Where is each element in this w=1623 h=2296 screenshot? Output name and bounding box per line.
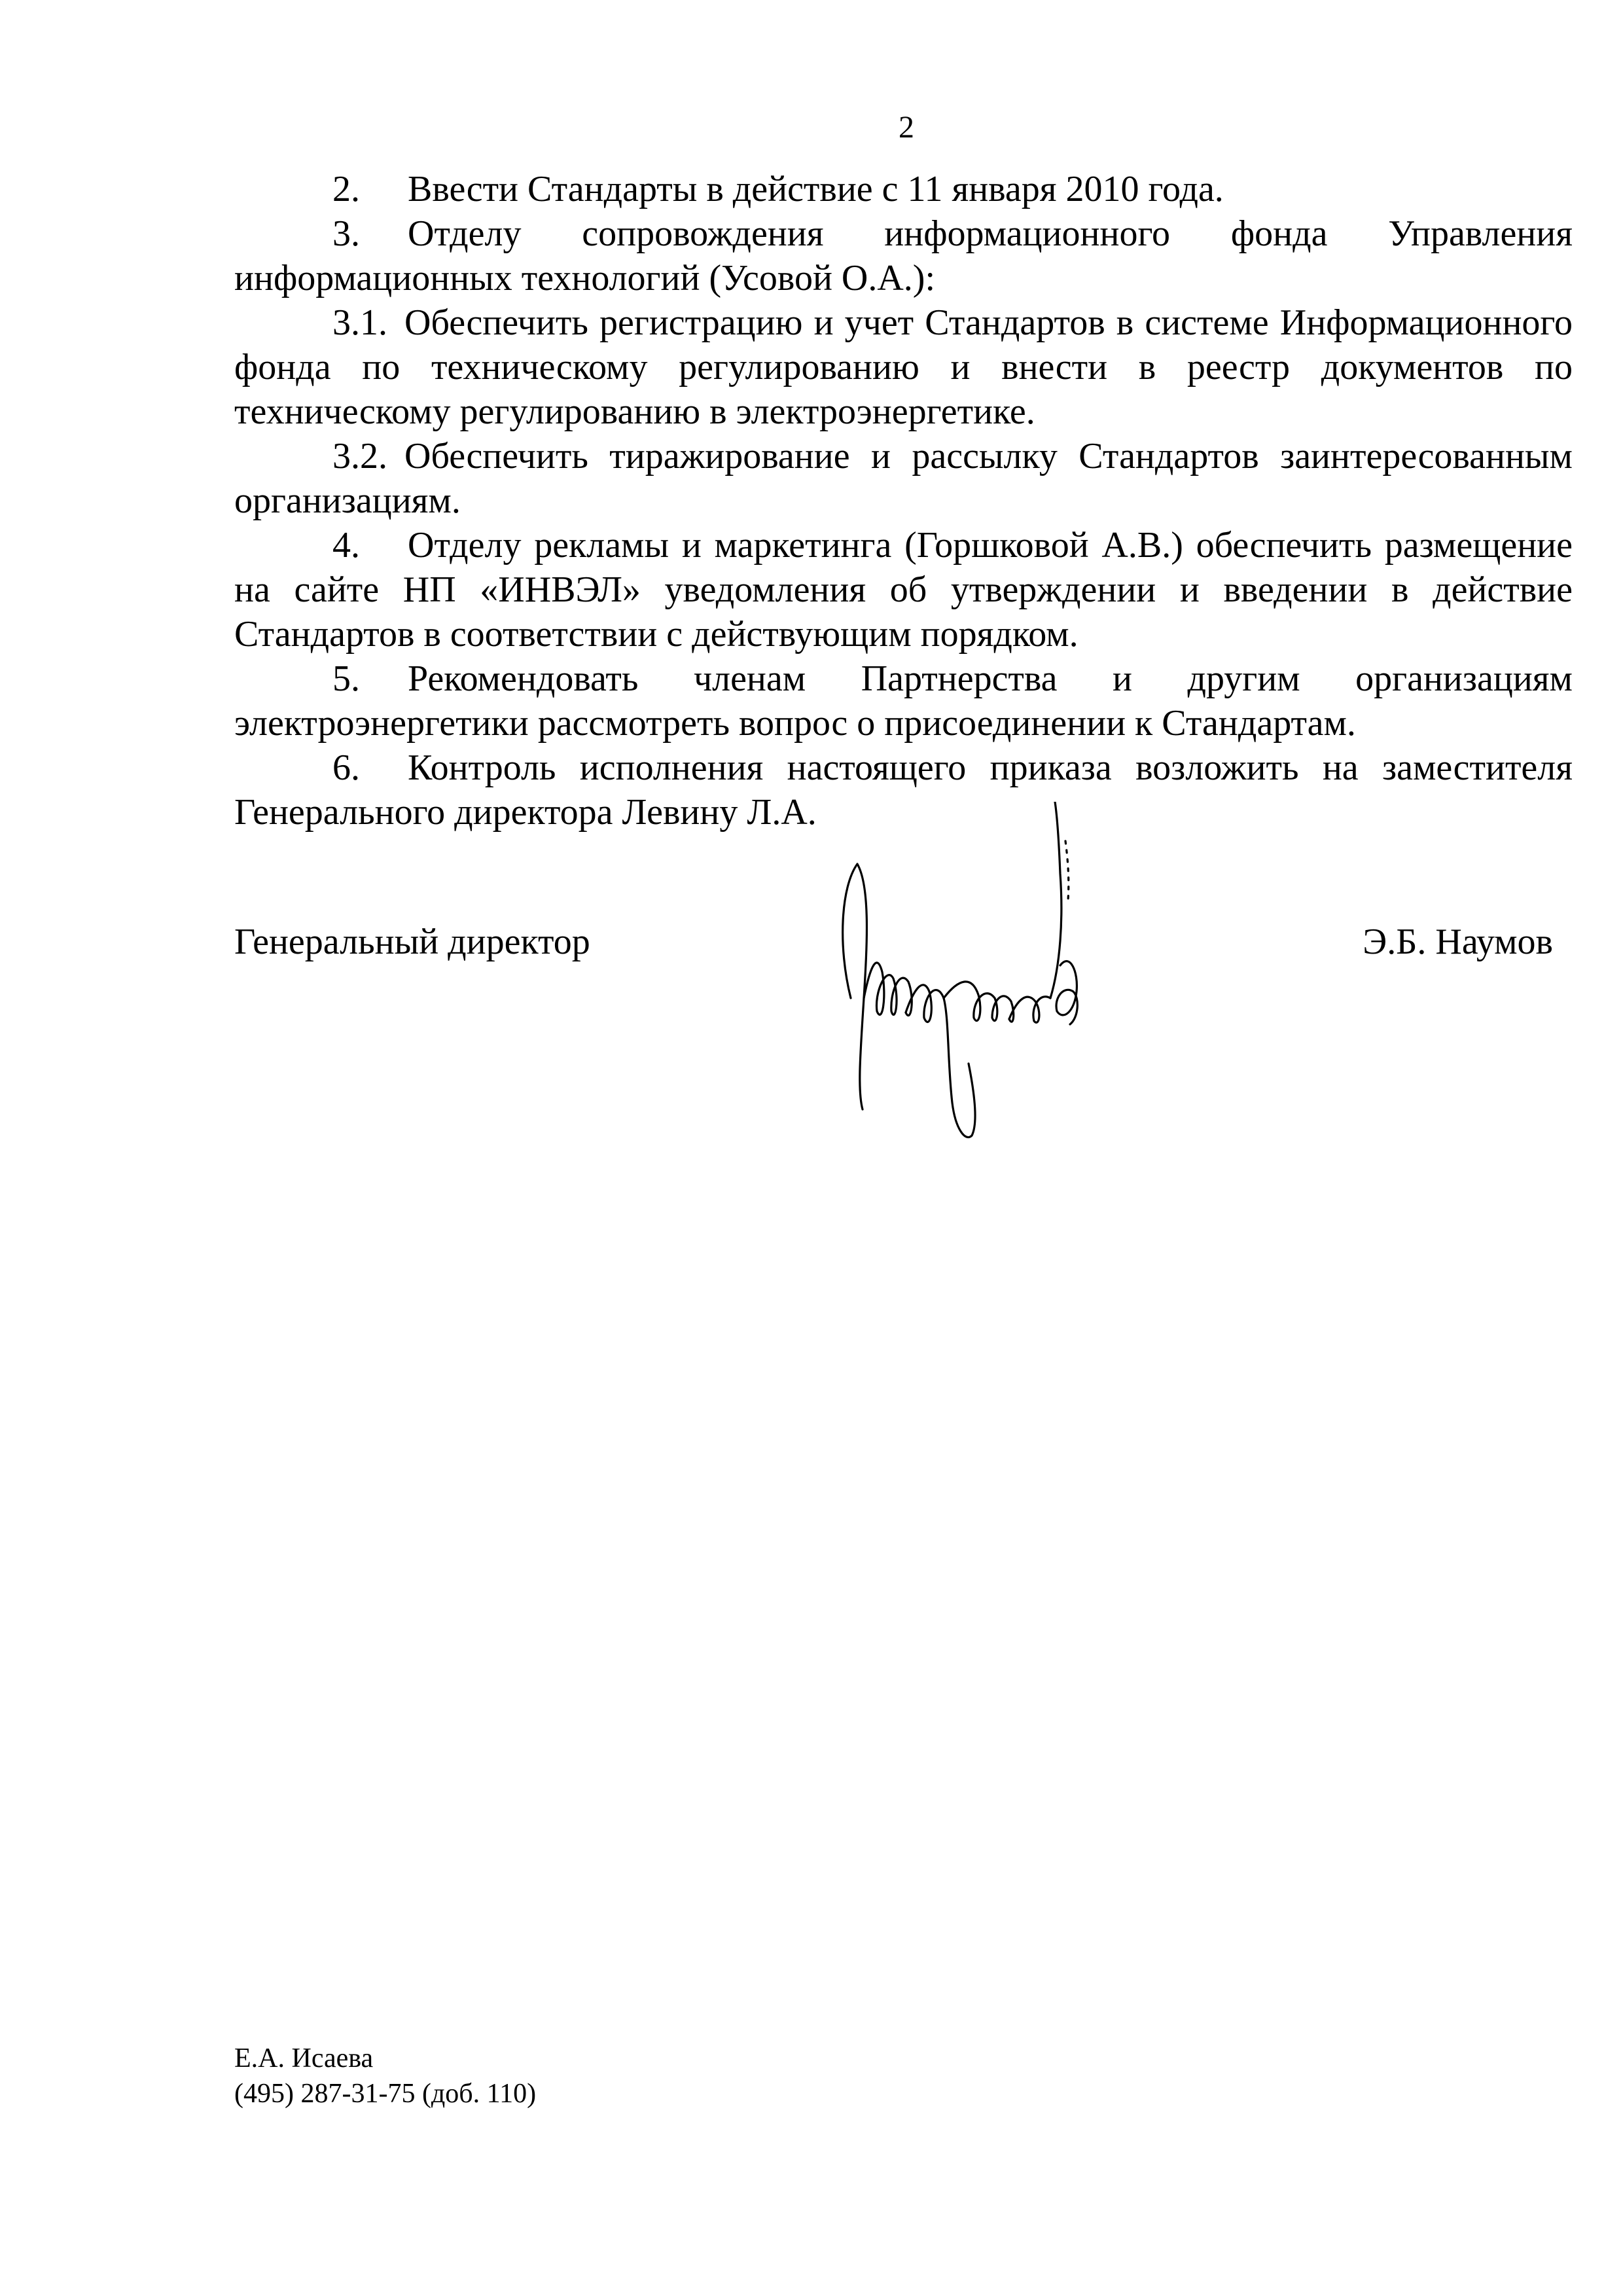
paragraph-2 bbox=[234, 167, 1573, 211]
paragraph-number: 2. bbox=[332, 169, 360, 209]
paragraph-3-2 bbox=[234, 434, 1573, 523]
paragraph-text: Ввести Стандарты в действие с 11 января 2010 года. bbox=[408, 169, 1224, 209]
paragraph-number: 4. bbox=[332, 525, 360, 565]
page-number: 2 bbox=[899, 110, 914, 145]
paragraph-5 bbox=[234, 656, 1573, 745]
paragraph-text: Отделу сопровождения информационного фонда Управления информационных технологий (Усовой О.А.): bbox=[234, 213, 1573, 298]
paragraph-number: 3.2. bbox=[332, 436, 387, 476]
executor-info bbox=[234, 2041, 536, 2111]
paragraph-number: 3. bbox=[332, 213, 360, 254]
executor-phone: (495) 287-31-75 (доб. 110) bbox=[234, 2079, 537, 2109]
paragraph-3-1 bbox=[234, 300, 1573, 434]
paragraph-number: 3.1. bbox=[332, 302, 387, 343]
paragraph-text: Рекомендовать членам Партнерства и другим организациям электроэнергетики рассмотреть вопрос о присоединении к Стандартам. bbox=[234, 658, 1573, 744]
paragraph-number: 5. bbox=[332, 658, 360, 699]
paragraph-text: Обеспечить тиражирование и рассылку Стандартов заинтересованным организациям. bbox=[234, 436, 1573, 521]
executor-name: Е.А. Исаева bbox=[234, 2043, 374, 2073]
signature-block bbox=[234, 920, 1573, 972]
order-body bbox=[234, 167, 1573, 834]
paragraph-text: Контроль исполнения настоящего приказа возложить на заместителя Генерального директора Левину Л.А. bbox=[234, 747, 1573, 833]
paragraph-4 bbox=[234, 523, 1573, 656]
paragraph-number: 6. bbox=[332, 747, 360, 788]
handwritten-signature bbox=[831, 802, 1132, 1155]
signatory-title: Генеральный директор bbox=[234, 922, 590, 962]
paragraph-3 bbox=[234, 211, 1573, 300]
paragraph-text: Отделу рекламы и маркетинга (Горшковой А.В.) обеспечить размещение на сайте НП «ИНВЭЛ» уведомления об утверждении и введении в действие Стандартов в соответствии с действующим порядком. bbox=[234, 525, 1573, 655]
paragraph-text: Обеспечить регистрацию и учет Стандартов в системе Информационного фонда по техническому регулированию и внести в реестр документов по техническому регулированию в электроэнергетике. bbox=[234, 302, 1573, 432]
signatory-name: Э.Б. Наумов bbox=[1363, 922, 1553, 962]
